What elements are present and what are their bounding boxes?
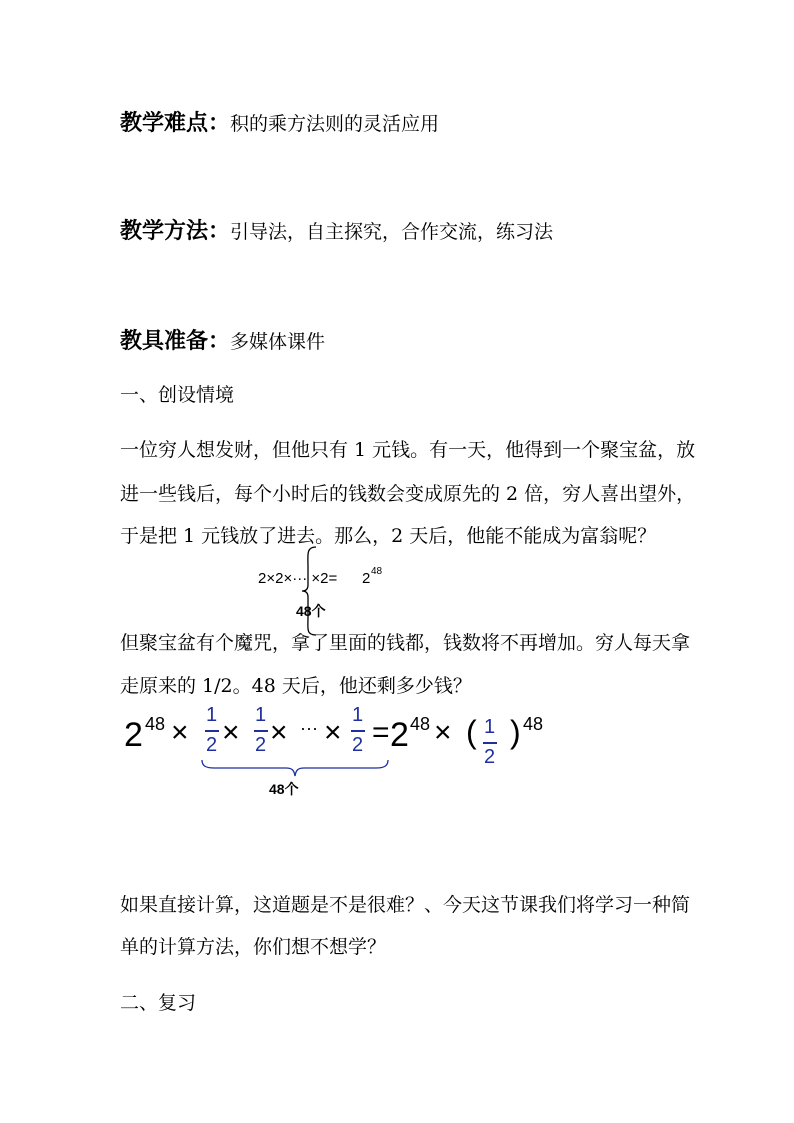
right-paren: )	[510, 714, 521, 750]
brace-icon	[298, 545, 322, 637]
question-line-2: 单的计算方法，你们想不想学？	[120, 936, 387, 958]
dots-icon: ···	[300, 718, 318, 738]
heading-value: 积的乘方法则的灵活应用	[230, 113, 440, 135]
heading-tools	[120, 324, 325, 355]
equals-sign: =	[372, 716, 390, 749]
f2-den: 2	[484, 746, 496, 768]
fraction-bar	[254, 730, 268, 732]
f2-den: 2	[206, 734, 218, 756]
f2-base: 2	[390, 716, 409, 754]
story-line-2: 进一些钱后，每个小时后的钱数会变成原先的 2 倍，穷人喜出望外，	[120, 483, 696, 505]
f2-num: 1	[255, 704, 267, 726]
times-icon: ×	[222, 716, 240, 749]
heading-label: 教具准备：	[120, 328, 231, 354]
left-paren: (	[466, 714, 477, 750]
times-icon: ×	[434, 716, 452, 749]
heading-label: 教学方法：	[120, 218, 231, 244]
heading-label: 教学难点：	[120, 110, 231, 136]
f2-den: 2	[255, 734, 267, 756]
f2-den: 2	[352, 734, 364, 756]
section-title-1: 一、创设情境	[120, 384, 235, 406]
f2-num: 1	[352, 704, 364, 726]
fraction-bar	[205, 730, 219, 732]
f2-num: 1	[206, 704, 218, 726]
times-icon: ×	[270, 716, 288, 749]
story2-line-2: 走原来的 1/2。48 天后，他还剩多少钱？	[120, 675, 472, 697]
fraction-bar	[351, 730, 365, 732]
times-icon: ×	[171, 716, 189, 749]
times-icon: ×	[324, 716, 342, 749]
f2-exp: 48	[523, 714, 544, 734]
f2-num: 1	[484, 716, 496, 738]
f2-exp: 48	[145, 714, 166, 734]
brace-icon	[200, 758, 390, 778]
formula-base: 2	[362, 570, 371, 587]
formula-count: 48个	[296, 603, 326, 619]
formula-count: 48个	[269, 781, 299, 797]
formula-exp: 48	[371, 566, 383, 577]
formula-left: 2×2×··· ×2=	[258, 570, 338, 587]
section-title-2: 二、复习	[120, 992, 197, 1014]
heading-method	[120, 214, 553, 245]
story-line-3: 于是把 1 元钱放了进去。那么，2 天后，他能不能成为富翁呢？	[120, 525, 657, 547]
heading-difficulty	[120, 106, 439, 137]
fraction-bar	[483, 742, 497, 744]
f2-exp: 48	[410, 714, 431, 734]
story2-line-1: 但聚宝盆有个魔咒，拿了里面的钱都，钱数将不再增加。穷人每天拿	[120, 632, 691, 654]
story-line-1: 一位穷人想发财，但他只有 1 元钱。有一天，他得到一个聚宝盆，放	[120, 439, 696, 461]
f2-base: 2	[124, 716, 143, 754]
heading-value: 引导法，自主探究，合作交流，练习法	[230, 221, 554, 243]
question-line-1: 如果直接计算，这道题是不是很难？、今天这节课我们将学习一种简	[120, 894, 691, 916]
heading-value: 多媒体课件	[230, 331, 326, 353]
